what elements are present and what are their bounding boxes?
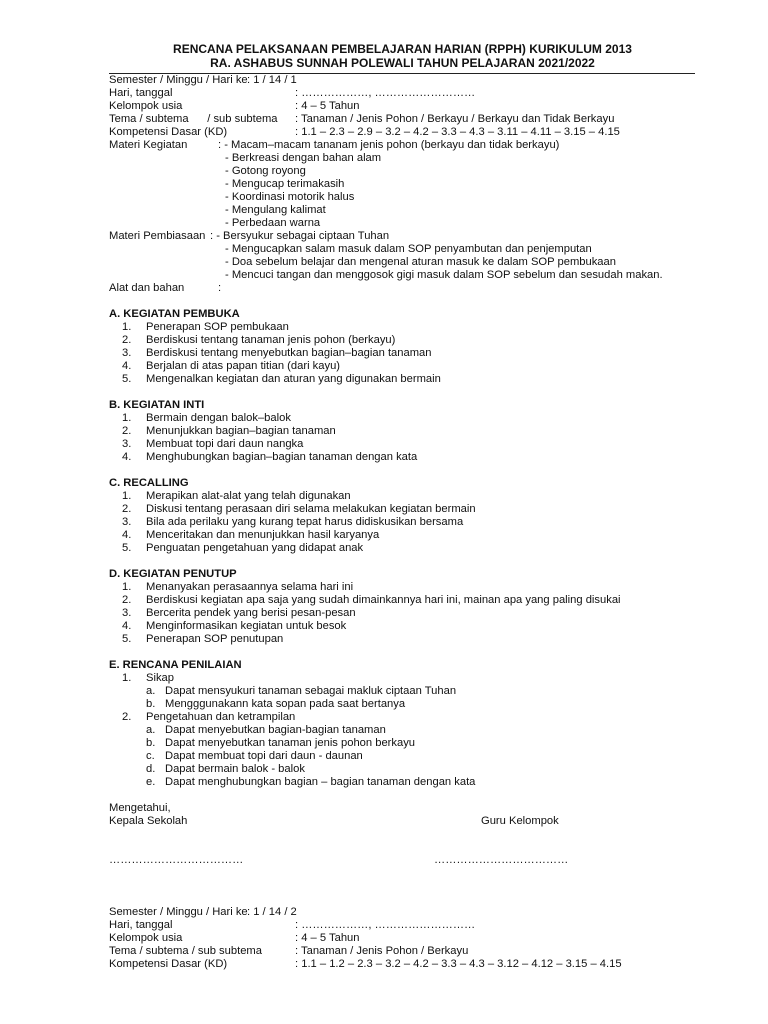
sub-letter: a. [146, 724, 156, 736]
list-number: 2. [122, 594, 132, 606]
list-item: Bermain dengan balok–balok [146, 412, 291, 424]
alat-value: : [218, 282, 222, 294]
materi-pembiasaan-label: Materi Pembiasaan [109, 230, 206, 242]
list-item: Bercerita pendek yang berisi pesan-pesan [146, 607, 356, 619]
tema-label: Tema / subtema / sub subtema [109, 945, 262, 957]
list-number: 5. [122, 633, 132, 645]
list-number: 3. [122, 438, 132, 450]
section-c-title: C. RECALLING [109, 477, 189, 489]
document-subtitle: RA. ASHABUS SUNNAH POLEWALI TAHUN PELAJARAN 2021/2022 [210, 56, 595, 70]
materi-kegiatan-item: - Perbedaan warna [225, 217, 321, 229]
hari-value: : ………………, ……………………… [295, 87, 476, 99]
list-item: Penerapan SOP penutupan [146, 633, 284, 645]
list-number: 3. [122, 607, 132, 619]
semester-value: : 1 / 14 / 1 [247, 74, 297, 86]
materi-kegiatan-item: - Gotong royong [225, 165, 306, 177]
list-item: Berjalan di atas papan titian (dari kayu) [146, 360, 341, 372]
list-item: Sikap [146, 672, 174, 684]
sub-letter: a. [146, 685, 156, 697]
tema-value: : Tanaman / Jenis Pohon / Berkayu / Berkayu dan Tidak Berkayu [295, 113, 615, 125]
hari-label: Hari, tanggal [109, 919, 173, 931]
list-item: Bila ada perilaku yang kurang tepat harus didiskusikan bersama [146, 516, 464, 528]
list-number: 2. [122, 334, 132, 346]
list-item: Mengenalkan kegiatan dan aturan yang digunakan bermain [146, 373, 441, 385]
list-item: Diskusi tentang perasaan diri selama melakukan kegiatan bermain [146, 503, 476, 515]
kelompok-value: : 4 – 5 Tahun [295, 932, 360, 944]
materi-kegiatan-item: : - Macam–macam tananam jenis pohon (berkayu dan tidak berkayu) [218, 139, 560, 151]
sub-letter: e. [146, 776, 156, 788]
list-item: Berdiskusi tentang menyebutkan bagian–bagian tanaman [146, 347, 432, 359]
list-number: 4. [122, 451, 132, 463]
kd-value: : 1.1 – 1.2 – 2.3 – 3.2 – 4.2 – 3.3 – 4.3 – 3.12 – 4.12 – 3.15 – 4.15 [295, 958, 622, 970]
list-item: Menceritakan dan menunjukkan hasil karyanya [146, 529, 380, 541]
list-number: 2. [122, 425, 132, 437]
materi-pembiasaan-item: - Mencuci tangan dan menggosok gigi masuk dalam SOP sebelum dan sesudah makan. [225, 269, 663, 281]
list-item: Menghubungkan bagian–bagian tanaman dengan kata [146, 451, 418, 463]
sub-item: Dapat bermain balok - balok [165, 763, 305, 775]
kepala-sekolah-label: Kepala Sekolah [109, 815, 188, 827]
tema-label: Tema / subtema / sub subtema [109, 113, 278, 125]
semester-value: : 1 / 14 / 2 [247, 906, 297, 918]
semester-label: Semester / Minggu / Hari ke [109, 906, 248, 918]
list-number: 3. [122, 516, 132, 528]
materi-pembiasaan-item: : - Bersyukur sebagai ciptaan Tuhan [210, 230, 390, 242]
list-item: Berdiskusi tentang tanaman jenis pohon (berkayu) [146, 334, 396, 346]
list-number: 1. [122, 672, 132, 684]
section-e-title: E. RENCANA PENILAIAN [109, 659, 242, 671]
materi-kegiatan-item: - Berkreasi dengan bahan alam [225, 152, 382, 164]
list-item: Pengetahuan dan ketrampilan [146, 711, 296, 723]
list-number: 4. [122, 620, 132, 632]
list-number: 1. [122, 412, 132, 424]
list-item: Berdiskusi kegiatan apa saja yang sudah dimainkannya hari ini, mainan apa yang paling disukai [146, 594, 621, 606]
sub-item: Dapat menyebutkan tanaman jenis pohon berkayu [165, 737, 416, 749]
sub-item: Dapat mensyukuri tanaman sebagai makluk ciptaan Tuhan [165, 685, 457, 697]
kelompok-label: Kelompok usia [109, 100, 183, 112]
tema-value: : Tanaman / Jenis Pohon / Berkayu [295, 945, 469, 957]
list-number: 5. [122, 542, 132, 554]
sub-letter: b. [146, 737, 156, 749]
kelompok-value: : 4 – 5 Tahun [295, 100, 360, 112]
document-title: RENCANA PELAKSANAAN PEMBELAJARAN HARIAN (RPPH) KURIKULUM 2013 [173, 42, 632, 56]
materi-kegiatan-label: Materi Kegiatan [109, 139, 188, 151]
list-number: 2. [122, 503, 132, 515]
materi-kegiatan-item: - Koordinasi motorik halus [225, 191, 355, 203]
list-number: 1. [122, 581, 132, 593]
list-number: 1. [122, 490, 132, 502]
hari-value: : ………………, ……………………… [295, 919, 476, 931]
guru-kelompok-label: Guru Kelompok [481, 815, 559, 827]
sub-letter: b. [146, 698, 156, 710]
materi-pembiasaan-item: - Mengucapkan salam masuk dalam SOP penyambutan dan penjemputan [225, 243, 592, 255]
list-item: Menunjukkan bagian–bagian tanaman [146, 425, 336, 437]
list-number: 4. [122, 360, 132, 372]
sub-item: Dapat menyebutkan bagian-bagian tanaman [165, 724, 386, 736]
list-number: 5. [122, 373, 132, 385]
list-number: 2. [122, 711, 132, 723]
list-item: Menanyakan perasaannya selama hari ini [146, 581, 354, 593]
semester-label: Semester / Minggu / Hari ke [109, 74, 248, 86]
sub-item: Dapat membuat topi dari daun - daunan [165, 750, 363, 762]
section-b-title: B. KEGIATAN INTI [109, 399, 205, 411]
materi-kegiatan-item: - Mengulang kalimat [225, 204, 326, 216]
materi-kegiatan-item: - Mengucap terimakasih [225, 178, 345, 190]
kd-label: Kompetensi Dasar (KD) [109, 126, 228, 138]
mengetahui-label: Mengetahui, [109, 802, 171, 814]
list-item: Penerapan SOP pembukaan [146, 321, 289, 333]
signature-line-right: ……………………………… [434, 854, 569, 866]
sub-item: Dapat menghubungkan bagian – bagian tanaman dengan kata [165, 776, 476, 788]
list-number: 1. [122, 321, 132, 333]
section-a-title: A. KEGIATAN PEMBUKA [109, 308, 240, 320]
list-item: Membuat topi dari daun nangka [146, 438, 304, 450]
sub-item: Mengggunakann kata sopan pada saat bertanya [165, 698, 406, 710]
list-item: Merapikan alat-alat yang telah digunakan [146, 490, 351, 502]
list-item: Menginformasikan kegiatan untuk besok [146, 620, 347, 632]
list-number: 3. [122, 347, 132, 359]
section-d-title: D. KEGIATAN PENUTUP [109, 568, 237, 580]
alat-label: Alat dan bahan [109, 282, 185, 294]
materi-pembiasaan-item: - Doa sebelum belajar dan mengenal aturan masuk ke dalam SOP pembukaan [225, 256, 616, 268]
kelompok-label: Kelompok usia [109, 932, 183, 944]
list-item: Penguatan pengetahuan yang didapat anak [146, 542, 364, 554]
sub-letter: c. [146, 750, 155, 762]
sub-letter: d. [146, 763, 156, 775]
kd-label: Kompetensi Dasar (KD) [109, 958, 228, 970]
signature-line-left: ……………………………… [109, 854, 244, 866]
hari-label: Hari, tanggal [109, 87, 173, 99]
kd-value: : 1.1 – 2.3 – 2.9 – 3.2 – 4.2 – 3.3 – 4.3 – 3.11 – 4.11 – 3.15 – 4.15 [295, 126, 620, 138]
list-number: 4. [122, 529, 132, 541]
